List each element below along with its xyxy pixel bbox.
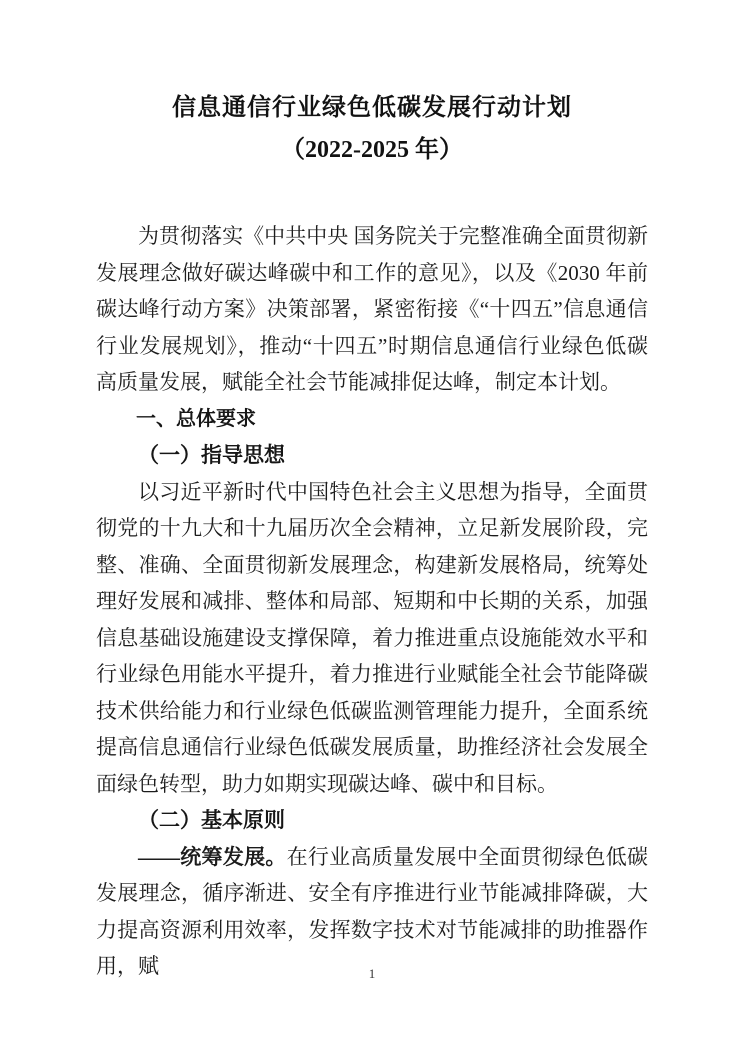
document-subtitle: （2022-2025 年） [281,137,463,163]
principle-text: 在行业高质量发展中全面贯彻绿色低碳发展理念，循序渐进、安全有序推进行业节能减排降碳，大力提高资源利用效率，发挥数字技术对节能减排的助推器作用，赋 [96,844,649,978]
paragraph-principles [96,839,648,985]
paragraph-intro: 为贯彻落实《中共中央 国务院关于完整准确全面贯彻新发展理念做好碳达峰碳中和工作的意见》，以及《2030 年前碳达峰行动方案》决策部署，紧密衔接《“十四五”信息通信行业发展规划》，推动“十四五”时期信息通信行业绿色低碳高质量发展，赋能全社会节能减排促达峰，制定本计划。 [96,224,648,394]
subsection-heading-guiding-ideology: （一）指导思想 [138,443,285,467]
page-number: 1 [368,966,376,981]
paragraph-guiding-ideology: 以习近平新时代中国特色社会主义思想为指导，全面贯彻党的十九大和十九届历次全会精神，立足新发展阶段，完整、准确、全面贯彻新发展理念，构建新发展格局，统筹处理好发展和减排、整体和局部、短期和中长期的关系，加强信息基础设施建设支撑保障，着力推进重点设施能效水平和行业绿色用能水平提升，着力推进行业赋能全社会节能降碳技术供给能力和行业绿色低碳监测管理能力提升，全面系统提高信息通信行业绿色低碳发展质量，助推经济社会发展全面绿色转型，助力如期实现碳达峰、碳中和目标。 [96,479,648,796]
subsection-heading-basic-principles: （二）基本原则 [138,808,285,832]
section-heading-overall-requirements: 一、总体要求 [136,407,256,430]
document-body [96,218,648,985]
principle-lead-coordinated-development: ——统筹发展。 [138,844,287,869]
document-title: 信息通信行业绿色低碳发展行动计划 [172,95,572,121]
